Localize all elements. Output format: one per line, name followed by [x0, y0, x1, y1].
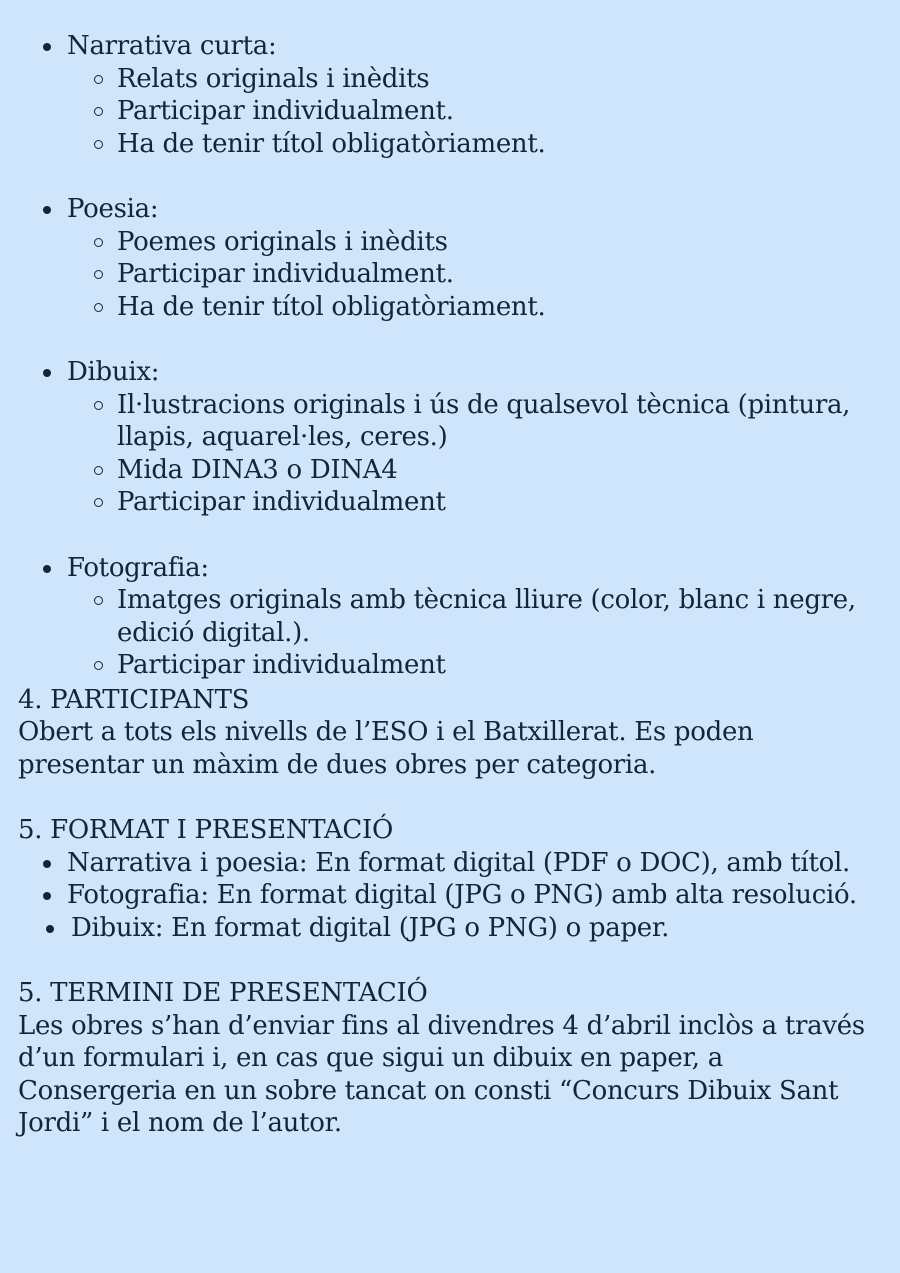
category-title: Fotografia:: [18, 552, 880, 585]
list-item: Participar individualment: [18, 486, 880, 519]
participants-text: Obert a tots els nivells de l’ESO i el Batxillerat. Es poden presentar un màxim de dues obres per categoria.: [18, 717, 754, 780]
section-heading: 4. PARTICIPANTS: [18, 684, 250, 715]
format-item-fotografia: Fotografia: En format digital (JPG o PNG) amb alta resolució.: [18, 879, 880, 912]
list-item: Ha de tenir títol obligatòriament.: [18, 128, 880, 161]
list-item: Poemes originals i inèdits: [18, 226, 880, 259]
category-narrativa: [18, 30, 880, 160]
list-item: Participar individualment.: [18, 258, 880, 291]
format-item-dibuix: Dibuix: En format digital (JPG o PNG) o paper.: [18, 912, 880, 945]
participants-section: [18, 684, 880, 782]
list-item: Participar individualment: [18, 649, 880, 682]
list-item: Ha de tenir títol obligatòriament.: [18, 291, 880, 324]
list-item: Participar individualment.: [18, 95, 880, 128]
list-item: Il·lustracions originals i ús de qualsevol tècnica (pintura, llapis, aquarel·les, ceres.): [18, 389, 880, 454]
format-section: [18, 814, 880, 944]
category-title: Narrativa curta:: [18, 30, 880, 63]
format-item-narrativa: Narrativa i poesia: En format digital (PDF o DOC), amb títol.: [18, 847, 880, 880]
deadline-text: Les obres s’han d’enviar fins al divendres 4 d’abril inclòs a través d’un formulari i, en cas que sigui un dibuix en paper, a Consergeria en un sobre tancat on consti “Concurs Dibuix Sant Jordi” i el nom de l’autor.: [18, 1010, 865, 1138]
category-title: Dibuix:: [18, 356, 880, 389]
category-title: Poesia:: [18, 193, 880, 226]
list-item: Mida DINA3 o DINA4: [18, 454, 880, 487]
list-item: Imatges originals amb tècnica lliure (color, blanc i negre, edició digital.).: [18, 584, 880, 649]
list-item: Relats originals i inèdits: [18, 63, 880, 96]
category-dibuix: [18, 356, 880, 519]
section-heading: 5. TERMINI DE PRESENTACIÓ: [18, 978, 428, 1008]
category-poesia: [18, 193, 880, 323]
deadline-section: [18, 977, 880, 1140]
category-fotografia: [18, 552, 880, 682]
section-heading: 5. FORMAT I PRESENTACIÓ: [18, 815, 393, 845]
